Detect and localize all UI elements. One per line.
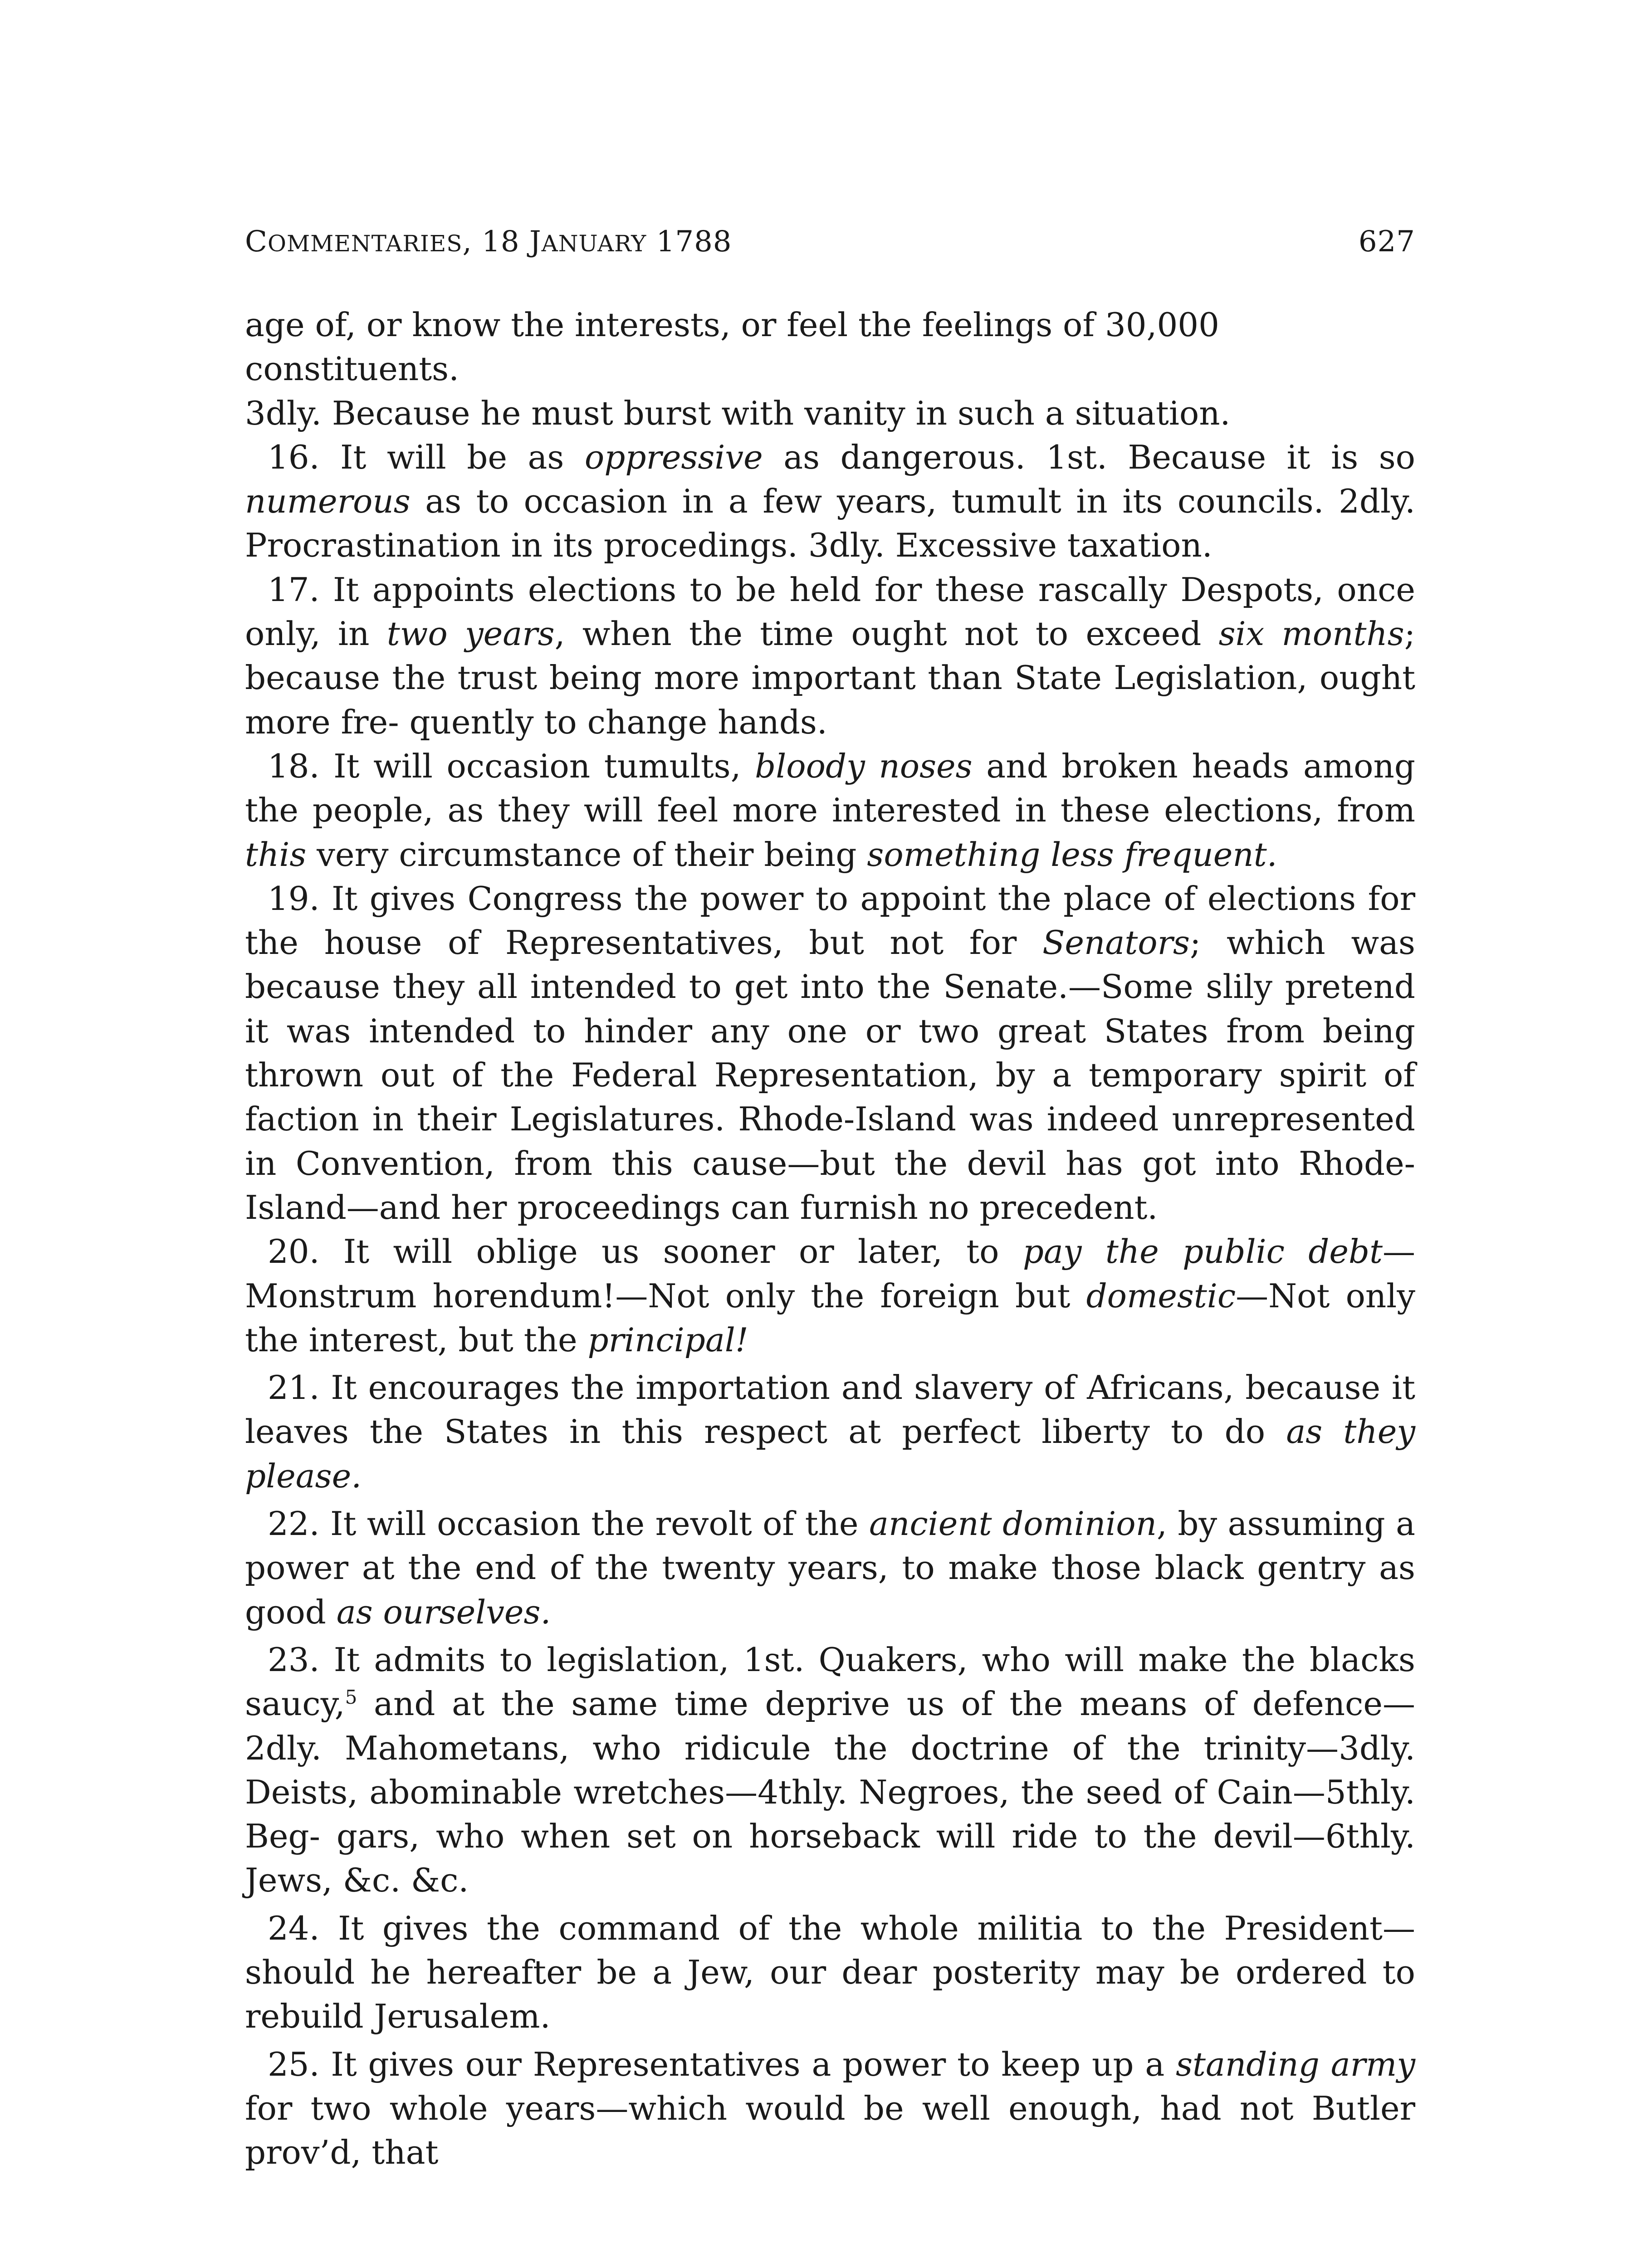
paragraph-23: 23. It admits to legislation, 1st. Quakers, who will make the blacks saucy,$^5$ and at the same time deprive us of the means of defence—2dly. Mahometans, who ridicule the doctrine of the trinity—3dly. Deists, abominable wretches—4thly. Negroes, the seed of Cain—5thly. Beg- gars, who when set on horseback will ride to the devil—6thly. Jews, &c. &c. [245,1640,1415,1900]
paragraph-21: 21. It encourages the importation and slavery of Africans, because it leaves the States in this respect at perfect liberty to do as they please. [245,1369,1415,1495]
paragraph-17: 17. It appoints elections to be held for these rascally Despots, once only, in two years, when the time ought not to exceed six months; because the trust being more important than State Legislation, ought more fre- quently to change hands. [245,570,1416,741]
paragraph-24: 24. It gives the command of the whole militia to the President— should he hereafter be a Jew, our dear posterity may be ordered to rebuild Jerusalem. [245,1909,1415,2036]
paragraph-continuation: age of, or know the interests, or feel the feelings of 30,000 constituents. 3dly. Because he must burst with vanity in such a situation. [245,306,1231,432]
paragraph-18: 18. It will occasion tumults, bloody noses and broken heads among the people, as they will feel more interested in these elections, from this very circumstance of their being something less frequent. [245,747,1415,874]
paragraph-25: 25. It gives our Representatives a power to keep up a standing army for two whole years—which would be well enough, had not Butler prov’d, that [245,2045,1415,2172]
body-text [245,303,1415,2175]
running-title: COMMENTARIES, 18 JANUARY 1788 [245,225,732,259]
page-number: 627 [1358,225,1415,259]
paragraph-16: 16. It will be as oppressive as dangerous. 1st. Because it is so numerous as to occasion in a few years, tumult in its councils. 2dly. Procrastination in its procedings. 3dly. Excessive taxation. [245,438,1415,565]
paragraph-22: 22. It will occasion the revolt of the ancient dominion, by assuming a power at the end of the twenty years, to make those black gentry as good as ourselves. [245,1505,1416,1631]
running-head [245,221,1415,262]
paragraph-19: 19. It gives Congress the power to appoint the place of elections for the house of Representatives, but not for Senators; which was because they all intended to get into the Senate.—Some slily pretend it was intended to hinder any one or two great States from being thrown out of the Federal Representation, by a temporary spirit of faction in their Legislatures. Rhode-Island was indeed unrepresented in Convention, from this cause—but the devil has got into Rhode-Island—and her proceedings can furnish no precedent. [245,879,1415,1227]
footnote-marker: 5 [345,1686,357,1709]
paragraph-20: 20. It will oblige us sooner or later, to pay the public debt—Monstrum horendum!—Not only the foreign but domestic—Not only the interest, but the principal! [245,1232,1416,1359]
